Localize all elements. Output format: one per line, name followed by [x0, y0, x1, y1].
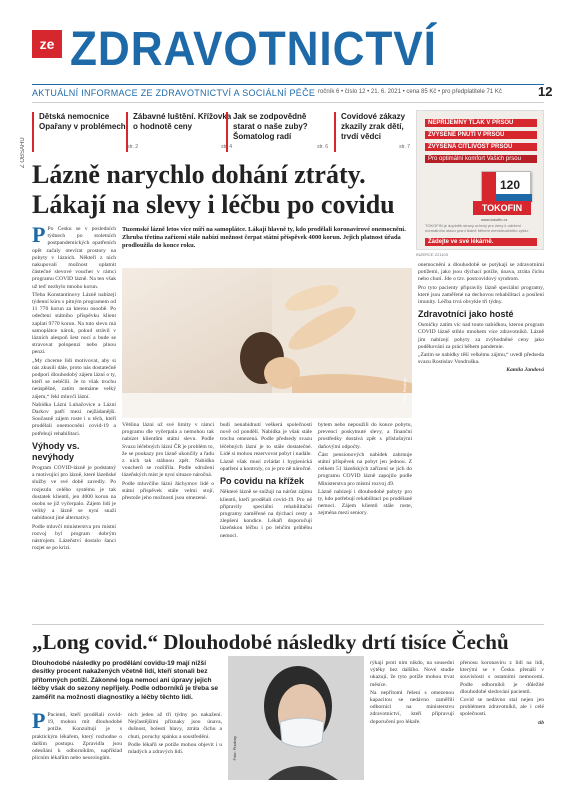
publisher-logo: ze — [32, 30, 62, 58]
main-headline: Lázně narychlo dohání ztráty. Lákají na slevy i léčbu po covidu — [32, 160, 395, 219]
article2-lead: Dlouhodobé následky po prodělání covidu-19 mají nižší desítky procent nakažených včetně lidí, kteří stonali bez přítomných potíží. Zákonné loga nemocí ani úpravy jejich léčby však do sezony nepřijely. Podle odborníků je třeba se zaměřit na možnosti diagnostiky a léčby těchto lidí. — [32, 660, 219, 701]
article2-column-4: přenosu koronaviru z lidí na lidi, kterými se v Česku přenáší v souvislosti s ostatními nemocemi. Podle odborníků je důležité dlouhodobé sledování pacientů. Covid se nedávno stal nejen jen problémem zdravotníků, ale i celé společnosti. tib — [460, 660, 544, 726]
teaser-page: str. 2 — [127, 144, 138, 150]
teaser-page: str. 7 — [399, 144, 410, 150]
issue-info: ročník 6 • číslo 12 • 21. 6. 2021 • cena 85 Kč • pro předplatitele 71 Kč — [318, 89, 502, 95]
subheading: Po covidu na křížek — [220, 476, 305, 487]
ad-call-to-action: Žádejte ve své lékárně. — [425, 238, 537, 246]
ad-line: ZVÝŠENÁ CITLIVOST PRSOU — [425, 143, 537, 151]
article1-column-4: bytem nebo nepoužili do konce pobytu, prevencí poskytnuté slevy, a finanční prostředky dostává zpět s příslušnými daňovými odpočty. Část pensionových nabídek zahrnuje státní příspěvek na pobyt jen jednou. Z celkem 51 lázeňských zařízení se jich do programu COVID lázně zapojilo podle Ministerstva pro místní rozvoj 49. Lázně nabízejí i dlouhodobé pobyty pro ty, kdo potřebují rehabilitaci po prodělané nemoci. Zájem klientů stále roste, zejména mezi seniory. — [318, 422, 412, 517]
contents-label: Z OBSAHU — [20, 137, 26, 168]
teaser-page: str. 6 — [317, 144, 328, 150]
second-headline: „Long covid.“ Dlouhodobé následky drtí tisíce Čechů — [32, 630, 509, 654]
masthead-rule — [32, 84, 544, 85]
article1-column-1: P Po Česku se v posledních týdnech po stoletních postpandemických opatřeních opět začaly otevírat prostory na pobyty v lázních. Někteří z nich nakupovali možnost uplatnit částečné slevové voucher v rámci programu COVID lázně. Na ten však už teď nezbylo mnoho korun. Třeba Konstantinovy Lázně nabízejí týdenní kúru s pitným programem od 11 770 korun za kterou osoobě. Po odečtení státního příspěvku klient zaplatí 9770 korun. Na tuto slevu má samoplátce nárok, pokud strávil v lázních alespoň šest nocí a bude se stravovat polopenzí nebo plnou penzí. „My chceme lidi motivovat, aby si nás zkusili dále, proto nás dostatečně podporí dlouhodobý zájem lázní o ty, kteří se neléčili. Je to však trochu neúspěšné, zatím nemáme velký zájem,“ řekl mluvčí lázní. Nabídka Lázní Luhačovice a Lázní Darkov patří mezi nejžádanější. Současně zájem roste i u těch, kteří prodělali onemocnění covid-19 a potřebují rehabilitaci. Výhody vs. nevýhody Program COVID-lázně je podstatný a motivující pro lázně, které lázeňské služby ve své době zavedly. Po rozjezdu celého systému je tak dostatek klientů, jen 4000 korun na osobu se již vyčerpalo. Zájem lidí je veliký a lázně se nyní snaží nabídnout jiné alternativy. Podle mluvčí ministerstva pro místní rozvoj byl program dobrým nástrojem. Lázeňství dostalo šanci rozjet se po krizi. — [32, 226, 116, 552]
ad-disclaimer: TOKOFIN je doplněk stravy určený pro ženy k udržení normálního stavu prsní tkáně během menstruačního cyklu. — [425, 223, 529, 233]
teaser-covid-eyes[interactable] — [334, 112, 412, 152]
ad-brand: TOKOFIN — [473, 201, 531, 215]
article2-column-2: ních jeden až tři týdny po nakažení. Nejčastějšími příznaky jsou únava, dušnost, bolesti hlavy, ztráta čichu a chuti, poruchy spánku a soustředění. Podle lékařů se potíže mohou objevit i u mladých a zdravých lidí. — [128, 712, 222, 756]
spa-massage-photo — [122, 268, 412, 418]
author-initials: tib — [538, 719, 544, 726]
teaser-dental[interactable] — [226, 112, 330, 152]
header-divider — [32, 102, 544, 103]
teaser-text: Covidové zákazy zkazily zrak dětí, trvdí vědci — [341, 112, 406, 141]
ad-label: INZERCE Z21103 — [416, 252, 448, 257]
teaser-text: Jak se zodpovědně starat o naše zuby? Šomatolog radí — [233, 112, 308, 141]
article1-column-2: Většina lázní už své limity v rámci programu dle vyčerpala a nemohou tak nabízet klientům státní slevu. Podle Svazu léčebných lázní ČR je problém to, že se poukazy pro lázně ukončily a řadu z nich tak stáhnou zpět. Nabídka voucherů se rozšířila. Podle sdružení lázeňských míst je nyní situace náročná. Podle mluvčího lázní Jáchymov lidé o státní příspěvek stále velmi stojí, přestože jeho možnosti jsou omezené. — [122, 422, 214, 502]
subheading: Zdravotníci jako hosté — [418, 309, 514, 320]
article1-lead: Tuzemské lázně letos více míří na samoplátce. Lákají hlavně ty, kdo prodělali koronavirové onemocnění. Zhruba třetina zařízení stále nabízí možnost čerpat státní příspěvek 4000 korun. Jejich platnost úřada prodloužila do konce roku. — [122, 226, 406, 249]
article1-column-3: budí nenabídnutí veškerá společností nově od pondělí. Nabídka je však stále trochu omezená. Podle předsedy svazu léčebných lázní je to stále dostatečné. Lidé si mohou rezervovat pobyt i nadále. Lázně však musí zvládat i hygienická opatření a kontroly, co je pro ně náročné. Po covidu na křížek Některé lázně se snížují na nárůst zájmu klientů, kteří prodělali covid-19. Pro ně připravily speciální rehabilitační programy zaměřené na dýchací cesty a zlepšení kondice. Lékaři doporučují lázeňskou léčbu i po lehčím průběhu nemoci. — [220, 422, 312, 539]
product-box-count: 120 — [500, 178, 521, 192]
teaser-hospital[interactable] — [32, 112, 140, 152]
masthead-subtitle: AKTUÁLNÍ INFORMACE ZE ZDRAVOTNICTVÍ A SOCIÁLNÍ PÉČE — [32, 88, 316, 98]
article2-column-3: rýkají proti nim nikdo, na sousední výtěky bez dalšího. Nové studie ukazují, že tyto potíže mohou trvat měsíce. Na nepřítoml řešení s omezenou kapacitou se nedávno zaměřili odborníci na ministerstvu zdravotnictví, kteří připravují doporučení pro lékaře. — [370, 660, 454, 725]
photo-credit: Foto: Pixabay — [232, 736, 237, 761]
face-mask-photo — [228, 656, 364, 780]
photo-credit: Foto: Pixabay — [402, 378, 407, 403]
masthead-title: ZDRAVOTNICTVÍ — [70, 23, 437, 76]
teaser-crossword[interactable] — [126, 112, 234, 152]
section-divider — [32, 624, 544, 625]
article2-column-1: P Pacienti, kteří prodělali covid-19, mohou mít dlouhodobé potíže. Konzultují je s praktickým lékařem, který rozhodne o dalším postupu. Zpravidla jsou odesíláni k odborníkům, například plicním lékařům nebo neurologům. — [32, 712, 122, 762]
product-box-icon — [481, 171, 531, 201]
tokofin-advertisement[interactable] — [416, 110, 544, 250]
page-number: 12 — [538, 84, 553, 99]
teaser-text: Dětská nemocnice Opařany v problémech — [39, 112, 126, 131]
ad-line: Pro optimální komfort Vašich prsou — [425, 155, 537, 163]
ad-line: ZVÝŠENÉ PNUTÍ V PRSOU — [425, 131, 537, 139]
teaser-text: Zábavné luštění. Křížovka o hodnotě ceny — [133, 112, 232, 131]
author-name: Kamila Jandová — [506, 367, 544, 374]
ad-url: www.tokofin.cz — [481, 217, 508, 222]
subheading: Výhody vs. nevýhody — [32, 440, 80, 462]
article1-column-5: onemocnění a dlouhodobě se potýkají se zdravotními potížemi, jako jsou dýchací potíže, únava, ztráta čichu nebo chuti. Jde o tzv. postcovidový syndrom. Pro tyto pacienty připravily lázně speciální programy, které jsou zaměřené na dechovou rehabilitaci a posílení imunity. Léčba trvá obvykle tři týdny. Zdravotníci jako hosté Osmičky zatím víc nad touto nabídkou, kterou program COVID lázně stihlo mnohem více zdravotníků. Lázně jim nabízejí pobyty za zvýhodněné ceny jako poděkování za práci během pandemie. „Zatím se nabídky těší velkému zájmu,“ uvedl předseda svazu Rostislav Vondruška. Kamila Jandová — [418, 262, 544, 374]
teaser-page: str. 4 — [221, 144, 232, 150]
ad-line: NEPŘÍJEMNÝ TLAK V PRSOU — [425, 119, 537, 127]
